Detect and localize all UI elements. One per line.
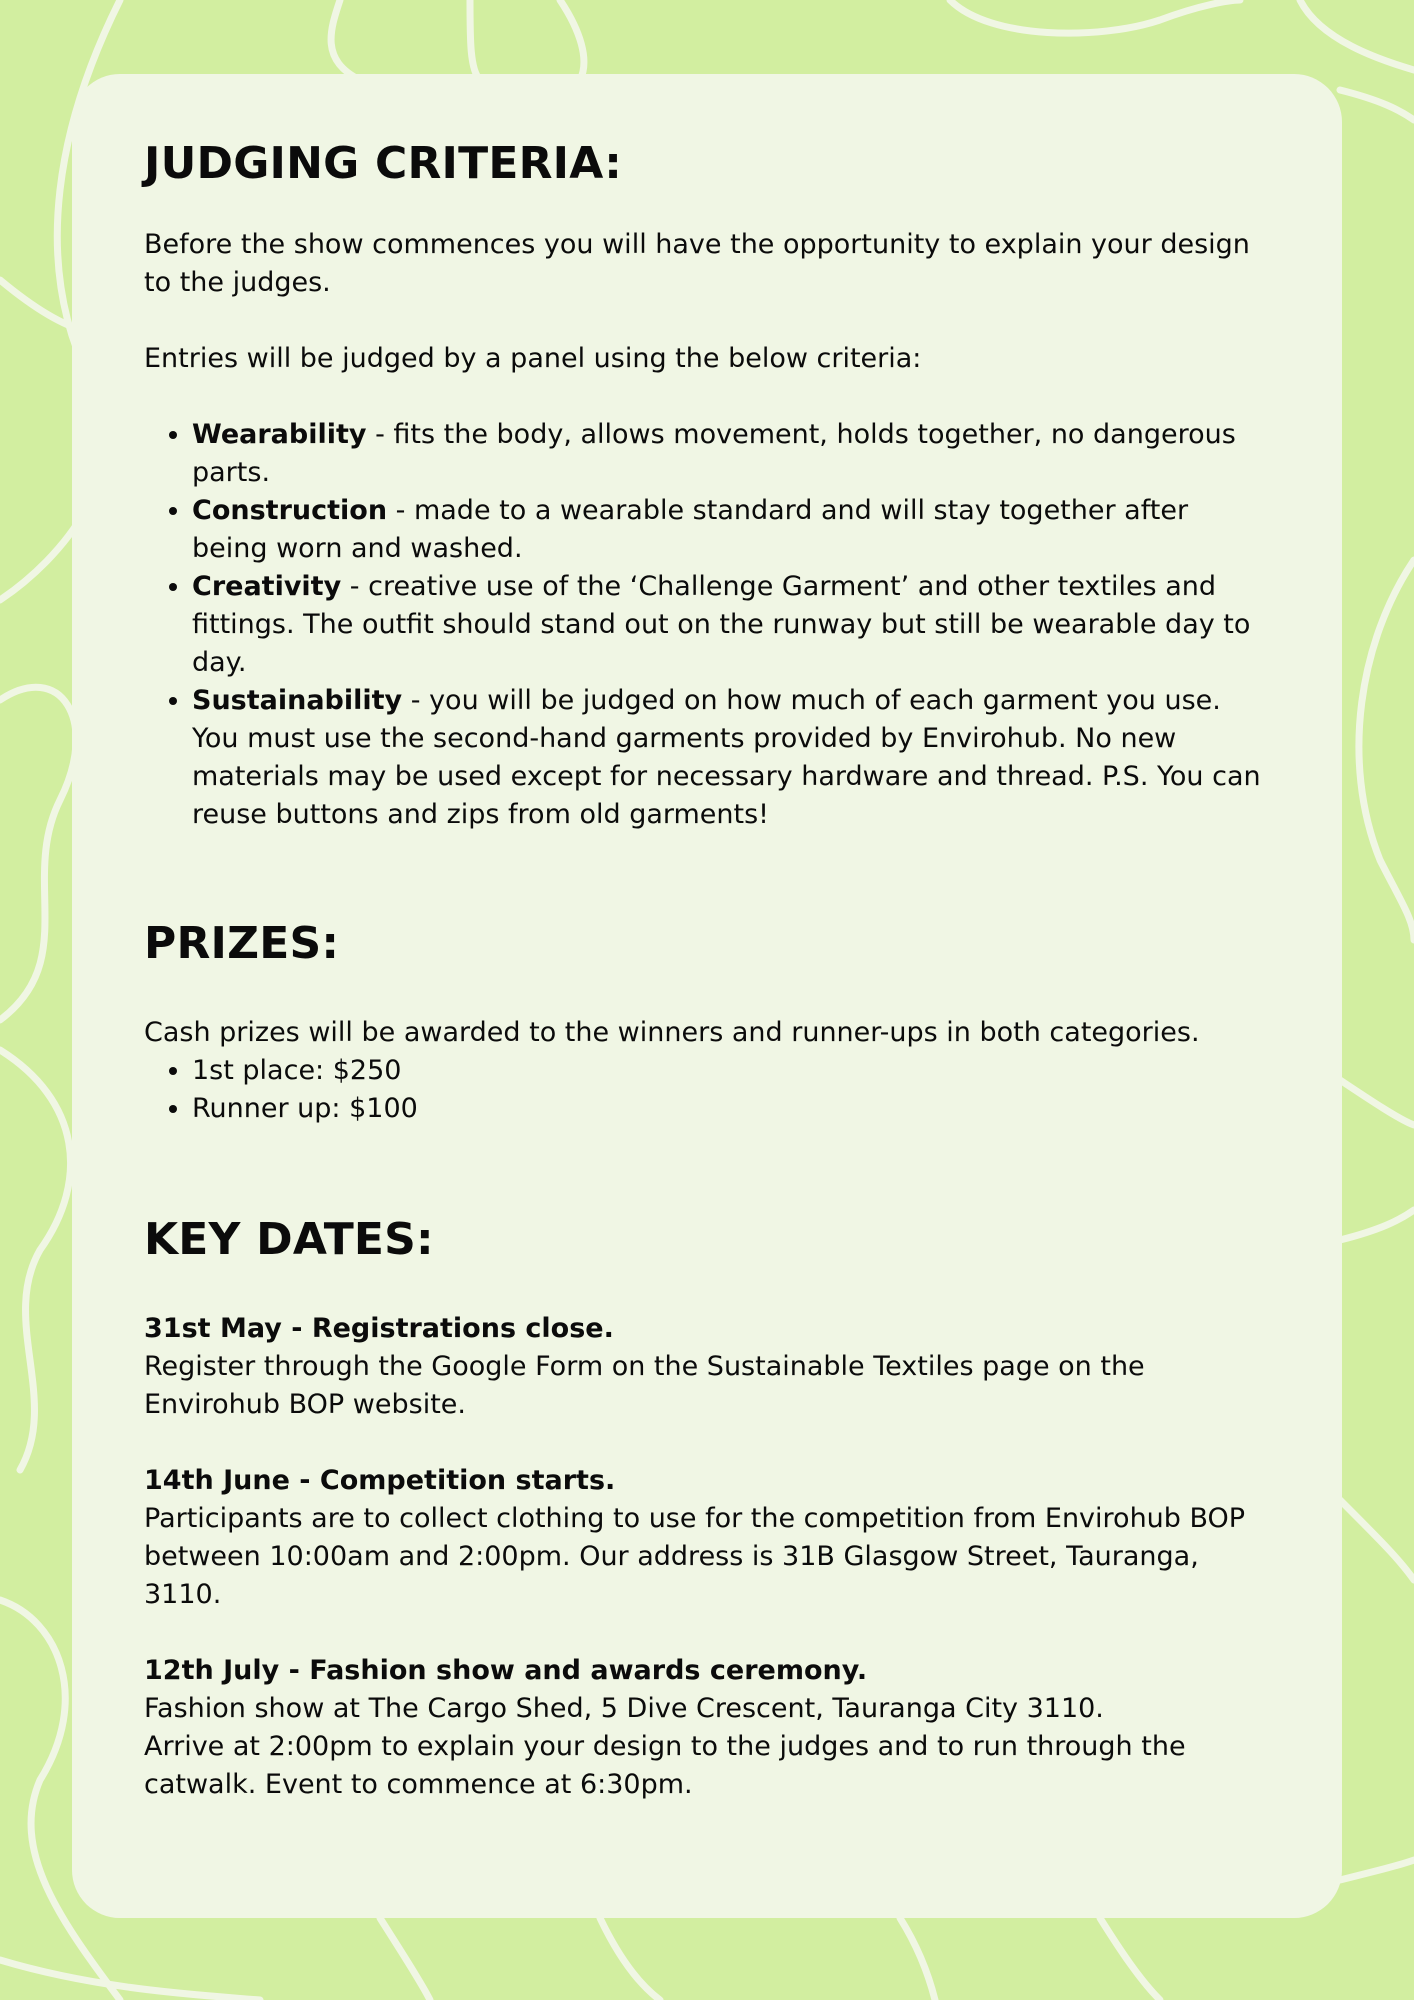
- criteria-list: [144, 416, 1272, 834]
- key-date-text: Fashion show at The Cargo Shed, 5 Dive Crescent, Tauranga City 3110.: [144, 1693, 1104, 1724]
- key-date-registrations: [144, 1310, 1272, 1424]
- criteria-term: Sustainability: [192, 685, 403, 716]
- key-date-text: Participants are to collect clothing to use for the competition from Envirohub BOP between 10:00am and 2:00pm. Our address is 31B Glasgow Street, Tauranga, 3110.: [144, 1503, 1246, 1610]
- content-card: [72, 74, 1342, 1918]
- prize-item: • 1st place: $250: [192, 1052, 1272, 1090]
- criteria-desc: - fits the body, allows movement, holds together, no dangerous parts.: [192, 419, 1236, 488]
- prize-item: • Runner up: $100: [192, 1090, 1272, 1128]
- criteria-term: Construction: [192, 495, 388, 526]
- criteria-item-construction: [192, 492, 1272, 568]
- key-date-title: 14th June - Competition starts.: [144, 1465, 616, 1496]
- prizes-heading: PRIZES:: [144, 918, 340, 969]
- judging-criteria-heading: JUDGING CRITERIA:: [144, 138, 623, 189]
- key-date-title: 31st May - Registrations close.: [144, 1313, 614, 1344]
- key-date-text: Arrive at 2:00pm to explain your design to the judges and to run through the catwalk. Event to commence at 6:30pm.: [144, 1731, 1186, 1800]
- criteria-term: Wearability: [192, 419, 367, 450]
- prizes-list: [144, 1052, 1272, 1128]
- key-date-title: 12th July - Fashion show and awards ceremony.: [144, 1655, 868, 1686]
- criteria-desc: - you will be judged on how much of each garment you use. You must use the second-hand garments provided by Envirohub. No new materials may be used except for necessary hardware and thread. P.S. You can reuse buttons and zips from old garments!: [192, 685, 1261, 830]
- key-date-competition: [144, 1462, 1272, 1614]
- key-date-fashion-show: [144, 1652, 1272, 1804]
- key-dates-heading: KEY DATES:: [144, 1214, 434, 1265]
- criteria-desc: - creative use of the ‘Challenge Garment’ and other textiles and fittings. The outfit should stand out on the runway but still be wearable day to day.: [192, 571, 1251, 678]
- criteria-item-sustainability: [192, 682, 1272, 834]
- criteria-term: Creativity: [192, 571, 342, 602]
- criteria-item-creativity: [192, 568, 1272, 682]
- key-date-text: Register through the Google Form on the Sustainable Textiles page on the Envirohub BOP website.: [144, 1351, 1145, 1420]
- judging-entries-text: Entries will be judged by a panel using the below criteria:: [144, 343, 922, 374]
- criteria-item-wearability: [192, 416, 1272, 492]
- criteria-desc: - made to a wearable standard and will stay together after being worn and washed.: [192, 495, 1189, 564]
- judging-intro-text: Before the show commences you will have the opportunity to explain your design to the judges.: [144, 229, 1250, 298]
- prizes-intro-text: Cash prizes will be awarded to the winners and runner-ups in both categories.: [144, 1017, 1200, 1048]
